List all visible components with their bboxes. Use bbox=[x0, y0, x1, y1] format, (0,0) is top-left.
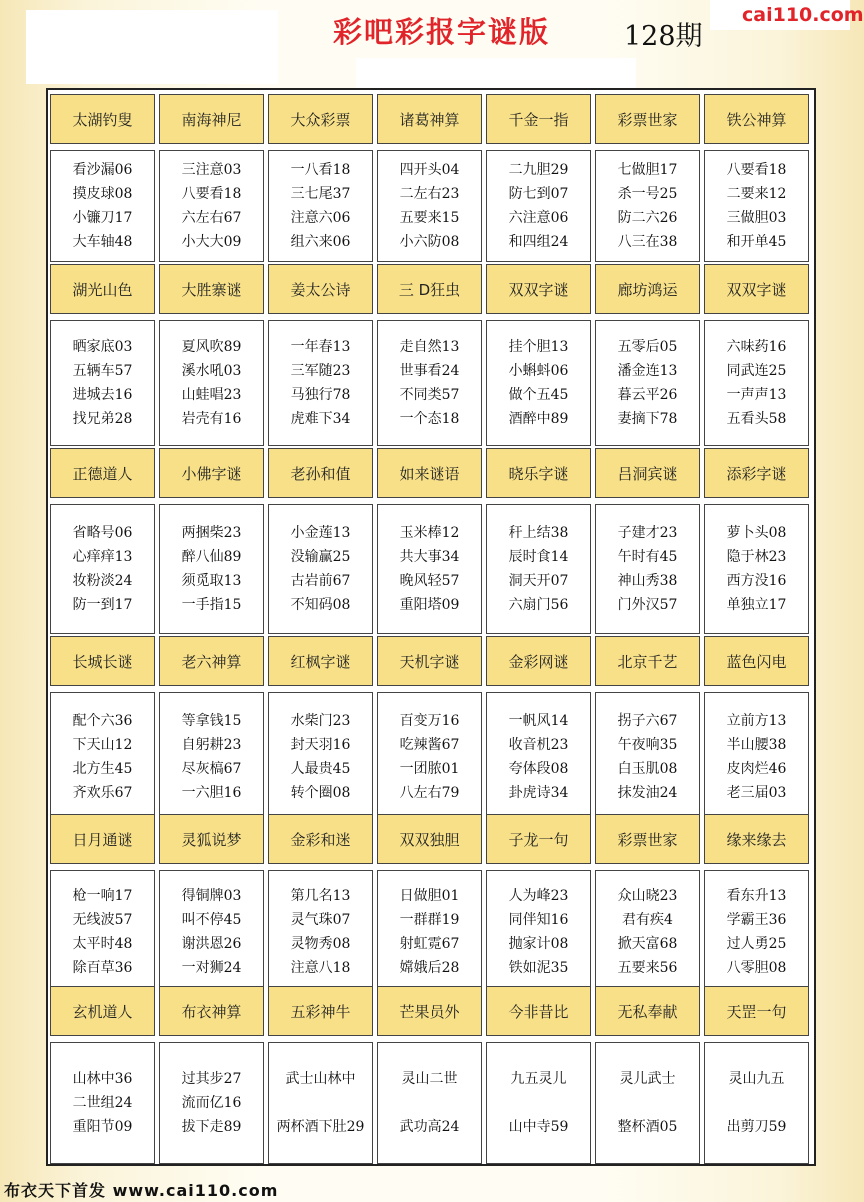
riddle-line: 八要看18 bbox=[181, 186, 242, 202]
riddle-line: 重阳节09 bbox=[72, 1119, 133, 1135]
riddle-line: 自躬耕23 bbox=[181, 737, 242, 753]
riddle-cell bbox=[159, 692, 264, 822]
riddle-line: 卦虎诗34 bbox=[508, 785, 569, 801]
riddle-line: 防二六26 bbox=[617, 210, 678, 226]
riddle-line: 八零胆08 bbox=[726, 960, 787, 976]
column-header: 三 D狂虫 bbox=[377, 264, 482, 314]
riddle-line: 神山秀38 bbox=[617, 573, 678, 589]
riddle-cell bbox=[486, 692, 591, 822]
riddle-cell bbox=[268, 150, 373, 262]
riddle-cell bbox=[50, 870, 155, 994]
riddle-line: 六注意06 bbox=[508, 210, 569, 226]
riddle-cell bbox=[159, 320, 264, 446]
riddle-line: 马独行78 bbox=[290, 387, 351, 403]
content-row bbox=[50, 870, 809, 994]
riddle-cell bbox=[268, 870, 373, 994]
riddle-line: 水柴门23 bbox=[290, 713, 351, 729]
riddle-cell bbox=[159, 150, 264, 262]
riddle-line: 北方生45 bbox=[72, 761, 133, 777]
riddle-line: 五辆车57 bbox=[72, 363, 133, 379]
column-header: 芒果员外 bbox=[377, 986, 482, 1036]
riddle-line: 五看头58 bbox=[726, 411, 787, 427]
riddle-line: 灵山九五 bbox=[728, 1071, 785, 1087]
riddle-line: 暮云平26 bbox=[617, 387, 678, 403]
riddle-cell bbox=[704, 870, 809, 994]
riddle-line: 小六防08 bbox=[399, 234, 460, 250]
riddle-line: 齐欢乐67 bbox=[72, 785, 133, 801]
riddle-line: 五要来15 bbox=[399, 210, 460, 226]
riddle-line: 组六来06 bbox=[290, 234, 351, 250]
riddle-cell bbox=[704, 1042, 809, 1164]
riddle-line: 等拿钱15 bbox=[181, 713, 242, 729]
column-header: 铁公神算 bbox=[704, 94, 809, 144]
column-header: 小佛字谜 bbox=[159, 448, 264, 498]
riddle-line: 射虹霓67 bbox=[399, 936, 460, 952]
riddle-line: 八要看18 bbox=[726, 162, 787, 178]
header-row bbox=[50, 94, 809, 144]
header-row bbox=[50, 448, 809, 498]
riddle-line: 一帆风14 bbox=[508, 713, 569, 729]
riddle-cell bbox=[704, 692, 809, 822]
riddle-line: 看东升13 bbox=[726, 888, 787, 904]
riddle-line: 做个五45 bbox=[508, 387, 569, 403]
content-row bbox=[50, 504, 809, 634]
riddle-line: 小金莲13 bbox=[290, 525, 351, 541]
riddle-line: 八三在38 bbox=[617, 234, 678, 250]
riddle-line: 醉八仙89 bbox=[181, 549, 242, 565]
riddle-cell bbox=[704, 320, 809, 446]
riddle-line: 五要来56 bbox=[617, 960, 678, 976]
riddle-line: 下天山12 bbox=[72, 737, 133, 753]
riddle-line: 人最贵45 bbox=[290, 761, 351, 777]
riddle-cell bbox=[268, 1042, 373, 1164]
riddle-line: 半山腰38 bbox=[726, 737, 787, 753]
riddle-line: 二要来12 bbox=[726, 186, 787, 202]
riddle-line: 秆上结38 bbox=[508, 525, 569, 541]
riddle-line: 一群群19 bbox=[399, 912, 460, 928]
riddle-line: 灵物秀08 bbox=[290, 936, 351, 952]
content-row bbox=[50, 320, 809, 446]
riddle-line: 和四组24 bbox=[508, 234, 569, 250]
riddle-line: 山林中36 bbox=[72, 1071, 133, 1087]
riddle-line: 小蝌蚪06 bbox=[508, 363, 569, 379]
column-header: 湖光山色 bbox=[50, 264, 155, 314]
riddle-line: 三军随23 bbox=[290, 363, 351, 379]
column-header: 今非昔比 bbox=[486, 986, 591, 1036]
riddle-cell bbox=[486, 320, 591, 446]
riddle-line: 除百草36 bbox=[72, 960, 133, 976]
riddle-line: 枪一响17 bbox=[72, 888, 133, 904]
riddle-line: 九五灵儿 bbox=[510, 1071, 567, 1087]
riddle-line: 封天羽16 bbox=[290, 737, 351, 753]
column-header: 日月通谜 bbox=[50, 814, 155, 864]
riddle-line: 过其步27 bbox=[181, 1071, 242, 1087]
riddle-line: 灵山二世 bbox=[401, 1071, 458, 1087]
issue-number: 128期 bbox=[624, 21, 703, 52]
riddle-line: 学霸王36 bbox=[726, 912, 787, 928]
riddle-line: 一六胆16 bbox=[181, 785, 242, 801]
riddle-cell bbox=[159, 504, 264, 634]
riddle-cell bbox=[50, 692, 155, 822]
riddle-line: 君有疾4 bbox=[622, 912, 673, 928]
column-header: 灵狐说梦 bbox=[159, 814, 264, 864]
riddle-line: 收音机23 bbox=[508, 737, 569, 753]
column-header: 无私奉献 bbox=[595, 986, 700, 1036]
riddle-cell bbox=[50, 1042, 155, 1164]
column-header: 廊坊鸿运 bbox=[595, 264, 700, 314]
riddle-line: 人为峰23 bbox=[508, 888, 569, 904]
column-header: 添彩字谜 bbox=[704, 448, 809, 498]
riddle-line: 妻摘下78 bbox=[617, 411, 678, 427]
column-header: 如来谜语 bbox=[377, 448, 482, 498]
riddle-line: 古岩前67 bbox=[290, 573, 351, 589]
riddle-cell bbox=[486, 150, 591, 262]
riddle-line: 酒醉中89 bbox=[508, 411, 569, 427]
riddle-board bbox=[46, 88, 816, 1166]
riddle-line: 白玉肌08 bbox=[617, 761, 678, 777]
riddle-line: 不知码08 bbox=[290, 597, 351, 613]
riddle-line: 一年春13 bbox=[290, 339, 351, 355]
riddle-cell bbox=[486, 870, 591, 994]
riddle-cell bbox=[50, 320, 155, 446]
riddle-cell bbox=[50, 504, 155, 634]
riddle-line: 同伴知16 bbox=[508, 912, 569, 928]
site-url[interactable]: cai110.com bbox=[742, 4, 864, 26]
riddle-line: 抹发油24 bbox=[617, 785, 678, 801]
riddle-line: 不同类57 bbox=[399, 387, 460, 403]
riddle-line: 午时有45 bbox=[617, 549, 678, 565]
riddle-line: 抛家计08 bbox=[508, 936, 569, 952]
column-header: 长城长谜 bbox=[50, 636, 155, 686]
riddle-line: 洞天开07 bbox=[508, 573, 569, 589]
riddle-line: 灵气珠07 bbox=[290, 912, 351, 928]
riddle-line: 大车轴48 bbox=[72, 234, 133, 250]
riddle-line: 尽灰槁67 bbox=[181, 761, 242, 777]
riddle-line: 整杯酒05 bbox=[617, 1119, 678, 1135]
riddle-line: 拐子六67 bbox=[617, 713, 678, 729]
column-header: 双双字谜 bbox=[704, 264, 809, 314]
riddle-cell bbox=[268, 504, 373, 634]
riddle-line: 得铜牌03 bbox=[181, 888, 242, 904]
riddle-line: 山蛙唱23 bbox=[181, 387, 242, 403]
column-header: 玄机道人 bbox=[50, 986, 155, 1036]
riddle-cell bbox=[704, 150, 809, 262]
riddle-line: 注意八18 bbox=[290, 960, 351, 976]
riddle-line: 武功高24 bbox=[399, 1119, 460, 1135]
riddle-line: 过人勇25 bbox=[726, 936, 787, 952]
riddle-line: 四开头04 bbox=[399, 162, 460, 178]
riddle-line: 一八看18 bbox=[290, 162, 351, 178]
riddle-line: 世事看24 bbox=[399, 363, 460, 379]
riddle-cell bbox=[159, 1042, 264, 1164]
riddle-line: 杀一号25 bbox=[617, 186, 678, 202]
riddle-line: 二世组24 bbox=[72, 1095, 133, 1111]
riddle-cell bbox=[595, 1042, 700, 1164]
blank-logo-area bbox=[26, 10, 278, 84]
riddle-cell bbox=[377, 320, 482, 446]
riddle-line: 摸皮球08 bbox=[72, 186, 133, 202]
header-row bbox=[50, 264, 809, 314]
riddle-cell bbox=[486, 504, 591, 634]
column-header: 大众彩票 bbox=[268, 94, 373, 144]
riddle-line: 立前方13 bbox=[726, 713, 787, 729]
riddle-line: 皮肉烂46 bbox=[726, 761, 787, 777]
riddle-line: 五零后05 bbox=[617, 339, 678, 355]
riddle-line: 西方没16 bbox=[726, 573, 787, 589]
riddle-line: 灵儿武士 bbox=[619, 1071, 676, 1087]
riddle-cell bbox=[268, 692, 373, 822]
column-header: 彩票世家 bbox=[595, 94, 700, 144]
riddle-line: 三注意03 bbox=[181, 162, 242, 178]
riddle-line: 拔下走89 bbox=[181, 1119, 242, 1135]
column-header: 布衣神算 bbox=[159, 986, 264, 1036]
riddle-line: 小镰刀17 bbox=[72, 210, 133, 226]
column-header: 老孙和值 bbox=[268, 448, 373, 498]
riddle-line: 六味药16 bbox=[726, 339, 787, 355]
column-header: 晓乐字谜 bbox=[486, 448, 591, 498]
riddle-line: 晚风轻57 bbox=[399, 573, 460, 589]
column-header: 双双字谜 bbox=[486, 264, 591, 314]
column-header: 彩票世家 bbox=[595, 814, 700, 864]
column-header: 五彩神牛 bbox=[268, 986, 373, 1036]
footer-credit: 布衣天下首发 www.cai110.com bbox=[4, 1181, 279, 1200]
riddle-cell bbox=[159, 870, 264, 994]
riddle-line: 虎难下34 bbox=[290, 411, 351, 427]
riddle-cell bbox=[268, 320, 373, 446]
riddle-line: 转个圈08 bbox=[290, 785, 351, 801]
riddle-line: 门外汉57 bbox=[617, 597, 678, 613]
riddle-line: 单独立17 bbox=[726, 597, 787, 613]
riddle-line: 辰时食14 bbox=[508, 549, 569, 565]
riddle-cell bbox=[377, 504, 482, 634]
riddle-line: 八左右79 bbox=[399, 785, 460, 801]
column-header: 诸葛神算 bbox=[377, 94, 482, 144]
riddle-line: 子建才23 bbox=[617, 525, 678, 541]
riddle-line: 出剪刀59 bbox=[726, 1119, 787, 1135]
column-header: 天罡一句 bbox=[704, 986, 809, 1036]
riddle-line: 妆粉淡24 bbox=[72, 573, 133, 589]
riddle-line: 六左右67 bbox=[181, 210, 242, 226]
column-header: 子龙一句 bbox=[486, 814, 591, 864]
riddle-line: 两捆柴23 bbox=[181, 525, 242, 541]
riddle-line: 进城去16 bbox=[72, 387, 133, 403]
riddle-line: 武士山林中 bbox=[285, 1071, 356, 1087]
column-header: 双双独胆 bbox=[377, 814, 482, 864]
page-title: 彩吧彩报字谜版 bbox=[333, 15, 551, 49]
column-header: 大胜寨谜 bbox=[159, 264, 264, 314]
riddle-line: 三做胆03 bbox=[726, 210, 787, 226]
column-header: 蓝色闪电 bbox=[704, 636, 809, 686]
riddle-line: 小大大09 bbox=[181, 234, 242, 250]
riddle-line: 老三届03 bbox=[726, 785, 787, 801]
riddle-line: 夸体段08 bbox=[508, 761, 569, 777]
column-header: 正德道人 bbox=[50, 448, 155, 498]
riddle-line: 第几名13 bbox=[290, 888, 351, 904]
riddle-line: 潘金连13 bbox=[617, 363, 678, 379]
riddle-line: 谢洪恩26 bbox=[181, 936, 242, 952]
riddle-cell bbox=[377, 870, 482, 994]
riddle-line: 二九胆29 bbox=[508, 162, 569, 178]
riddle-line: 山中寺59 bbox=[508, 1119, 569, 1135]
riddle-line: 心痒痒13 bbox=[72, 549, 133, 565]
riddle-line: 一团脓01 bbox=[399, 761, 460, 777]
riddle-line: 找兄弟28 bbox=[72, 411, 133, 427]
column-header: 姜太公诗 bbox=[268, 264, 373, 314]
riddle-line: 夏风吹89 bbox=[181, 339, 242, 355]
content-row bbox=[50, 1042, 809, 1164]
riddle-line: 挂个胆13 bbox=[508, 339, 569, 355]
riddle-line: 叫不停45 bbox=[181, 912, 242, 928]
column-header: 吕洞宾谜 bbox=[595, 448, 700, 498]
riddle-line: 岩壳有16 bbox=[181, 411, 242, 427]
riddle-line: 共大事34 bbox=[399, 549, 460, 565]
riddle-line: 看沙漏06 bbox=[72, 162, 133, 178]
riddle-line: 溪水吼03 bbox=[181, 363, 242, 379]
riddle-line: 二左右23 bbox=[399, 186, 460, 202]
content-row bbox=[50, 692, 809, 822]
riddle-line: 无线波57 bbox=[72, 912, 133, 928]
riddle-line: 晒家底03 bbox=[72, 339, 133, 355]
column-header: 缘来缘去 bbox=[704, 814, 809, 864]
column-header: 北京千艺 bbox=[595, 636, 700, 686]
riddle-line: 众山晓23 bbox=[617, 888, 678, 904]
riddle-cell bbox=[595, 870, 700, 994]
riddle-line: 一个态18 bbox=[399, 411, 460, 427]
riddle-cell bbox=[377, 1042, 482, 1164]
column-header: 金彩和迷 bbox=[268, 814, 373, 864]
riddle-line: 一声声13 bbox=[726, 387, 787, 403]
riddle-line: 流而亿16 bbox=[181, 1095, 242, 1111]
riddle-line: 防一到17 bbox=[72, 597, 133, 613]
header-row bbox=[50, 636, 809, 686]
riddle-cell bbox=[595, 692, 700, 822]
riddle-line: 萝卜头08 bbox=[726, 525, 787, 541]
header-row bbox=[50, 986, 809, 1036]
riddle-cell bbox=[377, 692, 482, 822]
riddle-line: 一手指15 bbox=[181, 597, 242, 613]
column-header: 金彩网谜 bbox=[486, 636, 591, 686]
riddle-line: 隐于林23 bbox=[726, 549, 787, 565]
riddle-line: 掀天富68 bbox=[617, 936, 678, 952]
riddle-line: 太平时48 bbox=[72, 936, 133, 952]
riddle-line: 防七到07 bbox=[508, 186, 569, 202]
column-header: 老六神算 bbox=[159, 636, 264, 686]
riddle-line: 配个六36 bbox=[72, 713, 133, 729]
riddle-line: 和开单45 bbox=[726, 234, 787, 250]
riddle-line: 三七尾37 bbox=[290, 186, 351, 202]
riddle-line: 没输赢25 bbox=[290, 549, 351, 565]
riddle-line: 百变万16 bbox=[399, 713, 460, 729]
riddle-line: 吃辣酱67 bbox=[399, 737, 460, 753]
riddle-line: 嫦娥后28 bbox=[399, 960, 460, 976]
riddle-line: 午夜响35 bbox=[617, 737, 678, 753]
riddle-cell bbox=[50, 150, 155, 262]
riddle-line: 注意六06 bbox=[290, 210, 351, 226]
riddle-cell bbox=[595, 150, 700, 262]
riddle-line: 一对狮24 bbox=[181, 960, 242, 976]
content-row bbox=[50, 150, 809, 262]
column-header: 太湖钓叟 bbox=[50, 94, 155, 144]
riddle-line: 省略号06 bbox=[72, 525, 133, 541]
riddle-line: 须觅取13 bbox=[181, 573, 242, 589]
riddle-cell bbox=[595, 504, 700, 634]
riddle-line: 日做胆01 bbox=[399, 888, 460, 904]
riddle-cell bbox=[704, 504, 809, 634]
riddle-line: 重阳塔09 bbox=[399, 597, 460, 613]
riddle-line: 走自然13 bbox=[399, 339, 460, 355]
riddle-cell bbox=[595, 320, 700, 446]
riddle-line: 两杯酒下肚29 bbox=[276, 1119, 365, 1135]
riddle-cell bbox=[486, 1042, 591, 1164]
column-header: 南海神尼 bbox=[159, 94, 264, 144]
riddle-line: 七做胆17 bbox=[617, 162, 678, 178]
riddle-line: 同武连25 bbox=[726, 363, 787, 379]
riddle-line: 六扇门56 bbox=[508, 597, 569, 613]
riddle-line: 铁如泥35 bbox=[508, 960, 569, 976]
header-row bbox=[50, 814, 809, 864]
riddle-line: 玉米棒12 bbox=[399, 525, 460, 541]
column-header: 千金一指 bbox=[486, 94, 591, 144]
riddle-cell bbox=[377, 150, 482, 262]
column-header: 天机字谜 bbox=[377, 636, 482, 686]
column-header: 红枫字谜 bbox=[268, 636, 373, 686]
